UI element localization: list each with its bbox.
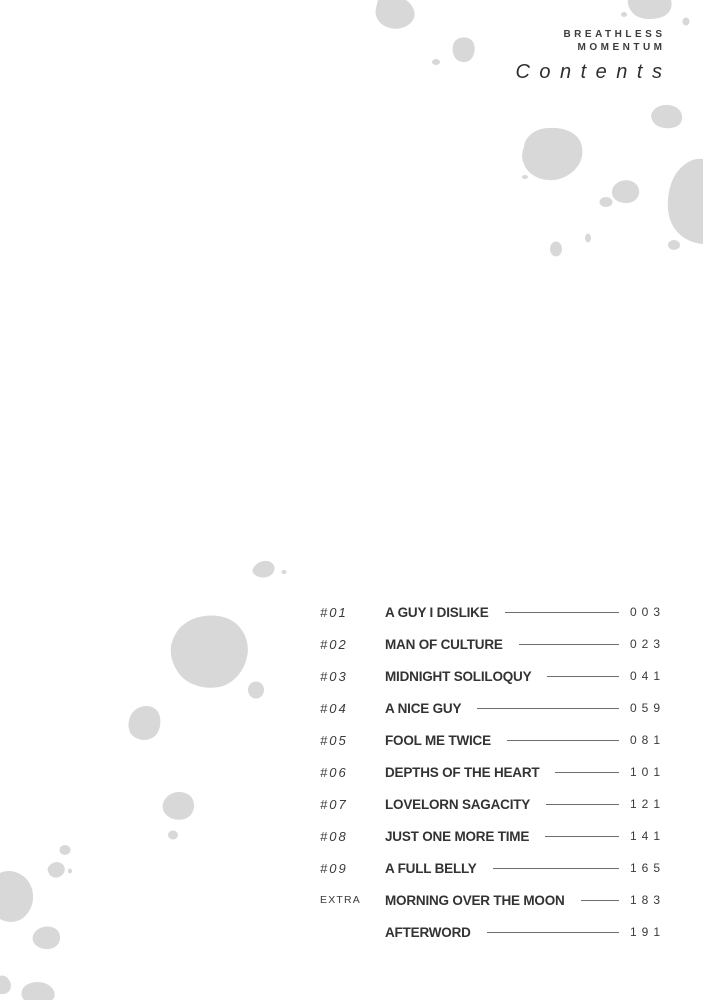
page-number: 141 xyxy=(629,829,665,843)
chapter-title: DEPTHS OF THE HEART xyxy=(385,764,540,780)
toc-entry xyxy=(320,756,665,788)
ink-blob xyxy=(668,159,703,244)
toc-entry xyxy=(320,628,665,660)
chapter-number: #04 xyxy=(320,700,348,716)
chapter-title: MAN OF CULTURE xyxy=(385,636,503,652)
ink-blob xyxy=(628,0,672,19)
page-number: 003 xyxy=(629,605,665,619)
page-number: 165 xyxy=(629,861,665,875)
leader-line xyxy=(477,708,619,709)
leader-line xyxy=(546,804,619,805)
ink-speck xyxy=(432,59,440,65)
ink-blob xyxy=(522,128,582,180)
chapter-number: #03 xyxy=(320,668,348,684)
leader-line xyxy=(545,836,619,837)
ink-speck xyxy=(683,18,690,26)
ink-blob xyxy=(253,561,275,578)
series-title-line1: BREATHLESS xyxy=(563,29,666,40)
chapter-title: MIDNIGHT SOLILOQUY xyxy=(385,668,532,684)
ink-blob xyxy=(48,862,65,878)
chapter-title: AFTERWORD xyxy=(385,924,471,940)
chapter-number: #07 xyxy=(320,796,348,812)
leader-line xyxy=(519,644,619,645)
ink-speck xyxy=(168,831,178,840)
ink-blob xyxy=(651,105,682,128)
ink-speck xyxy=(68,869,72,874)
page-number: 059 xyxy=(629,701,665,715)
ink-blob xyxy=(171,616,248,688)
chapter-number: #01 xyxy=(320,604,348,620)
toc-entry xyxy=(320,724,665,756)
page-number: 121 xyxy=(629,797,665,811)
toc-entry xyxy=(320,820,665,852)
toc-entry xyxy=(320,788,665,820)
ink-blob xyxy=(129,706,161,740)
chapter-number: #08 xyxy=(320,828,348,844)
page-title: Contents xyxy=(515,61,672,83)
page-header xyxy=(515,28,672,84)
ink-speck xyxy=(585,234,591,243)
toc-entry xyxy=(320,692,665,724)
chapter-title: FOOL ME TWICE xyxy=(385,732,491,748)
series-title xyxy=(515,28,666,54)
series-title-line2: MOMENTUM xyxy=(577,42,666,53)
ink-blob xyxy=(0,976,11,995)
leader-line xyxy=(493,868,619,869)
ink-speck xyxy=(60,845,71,855)
ink-speck xyxy=(550,242,562,257)
toc-entry xyxy=(320,916,665,948)
ink-speck xyxy=(621,12,627,17)
toc-entry xyxy=(320,660,665,692)
chapter-number: #06 xyxy=(320,764,348,780)
toc-entry xyxy=(320,884,665,916)
chapter-number: EXTRA xyxy=(320,894,362,906)
leader-line xyxy=(581,900,619,901)
chapter-title: JUST ONE MORE TIME xyxy=(385,828,530,844)
chapter-title: LOVELORN SAGACITY xyxy=(385,796,531,812)
ink-blob xyxy=(163,792,194,820)
ink-speck xyxy=(668,240,680,250)
page-number: 183 xyxy=(629,893,665,907)
ink-speck xyxy=(248,682,264,699)
ink-blob xyxy=(612,180,639,203)
ink-blob xyxy=(21,982,54,1000)
ink-speck xyxy=(522,175,528,179)
leader-line xyxy=(487,932,619,933)
chapter-number: #05 xyxy=(320,732,348,748)
ink-blob xyxy=(376,0,415,29)
toc-entry xyxy=(320,852,665,884)
chapter-number: #09 xyxy=(320,860,348,876)
leader-line xyxy=(505,612,619,613)
leader-line xyxy=(547,676,619,677)
leader-line xyxy=(555,772,619,773)
chapter-title: MORNING OVER THE MOON xyxy=(385,892,565,908)
toc-entry xyxy=(320,596,665,628)
chapter-number: #02 xyxy=(320,636,348,652)
chapter-title: A FULL BELLY xyxy=(385,860,477,876)
page-number: 081 xyxy=(629,733,665,747)
ink-blob xyxy=(0,871,33,922)
page-number: 023 xyxy=(629,637,665,651)
ink-speck xyxy=(282,570,287,574)
chapter-title: A NICE GUY xyxy=(385,700,462,716)
ink-speck xyxy=(600,197,613,207)
chapter-title: A GUY I DISLIKE xyxy=(385,604,489,620)
ink-blob xyxy=(33,927,60,950)
page-number: 041 xyxy=(629,669,665,683)
table-of-contents xyxy=(320,596,665,948)
page-number: 101 xyxy=(629,765,665,779)
leader-line xyxy=(507,740,619,741)
page-number: 191 xyxy=(629,925,665,939)
ink-blob xyxy=(453,37,475,62)
